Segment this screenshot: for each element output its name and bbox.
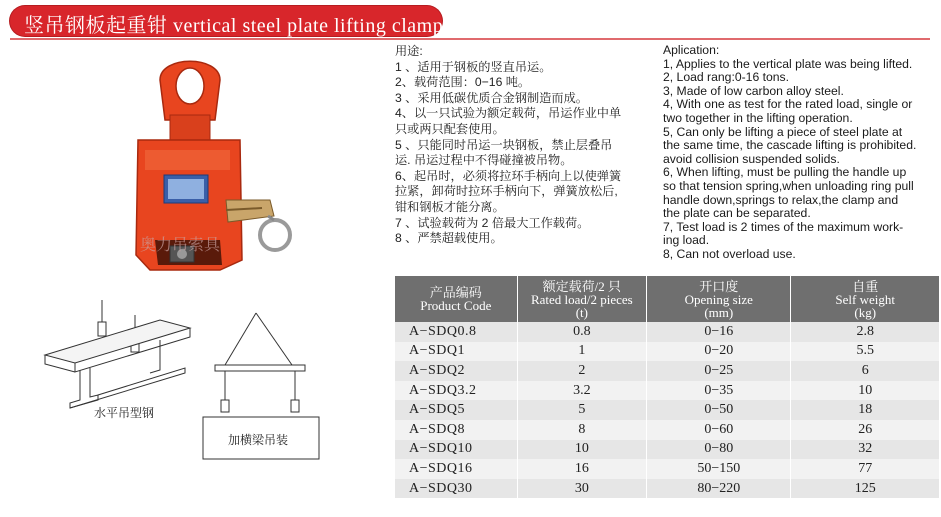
header-en: Self weight [835,291,895,307]
usage-en-item: avoid collision suspended solids. [663,151,840,166]
usage-en-list [663,44,935,262]
header-unit: (kg) [854,304,877,320]
usage-en-item: 6, When lifting, must be pulling the handle up [663,165,907,180]
col-rated-load [517,276,647,322]
usage-en-item: 2, Load rang:0-16 tons. [663,70,790,85]
table-header-row [395,276,940,322]
clamp-product-image [30,50,370,290]
table-row [395,459,940,479]
table-row [395,440,940,460]
diagram-beam-lift [200,305,350,465]
header-cn: 产品编码 [429,285,482,300]
cell-weight: 6 [791,361,940,381]
usage-en-item: the plate can be separated. [663,206,811,221]
cell-load: 2 [517,361,647,381]
cell-opening: 0−16 [647,322,791,342]
usage-en-item: 8, Can not overload use. [663,246,796,261]
usage-en-item: ing load. [663,233,710,248]
table-row [395,342,940,362]
usage-cn-item: 只或两只配套使用。 [395,121,505,136]
cell-load: 10 [517,440,647,460]
watermark-text: 奥力吊索具 [140,237,221,254]
cell-code: A−SDQ0.8 [395,322,517,342]
usage-en-item: 1, Applies to the vertical plate was being lifted. [663,56,913,71]
cell-weight: 2.8 [791,322,940,342]
cell-code: A−SDQ10 [395,440,517,460]
header-cn: 自重 [852,278,879,294]
cell-opening: 0−20 [647,342,791,362]
cell-opening: 0−25 [647,361,791,381]
cell-load: 0.8 [517,322,647,342]
table-row [395,381,940,401]
col-self-weight [791,276,940,322]
table-row [395,361,940,381]
cell-load: 16 [517,459,647,479]
cell-code: A−SDQ2 [395,361,517,381]
usage-cn-item: 6、起吊时，必须将拉环手柄向上以使弹簧 [395,168,622,183]
cell-load: 3.2 [517,381,647,401]
diagram-horizontal-lift [40,300,200,430]
header-unit: (mm) [704,304,734,320]
usage-cn-item: 1 、适用于钢板的竖直吊运。 [395,59,552,74]
usage-en-item: two together in the lifting operation. [663,110,853,125]
cell-weight: 32 [791,440,940,460]
cell-load: 8 [517,420,647,440]
cell-load: 30 [517,479,647,499]
cell-weight: 125 [791,479,940,499]
table-row [395,420,940,440]
header-en: Rated load/2 pieces [530,291,633,307]
diagram-right-label: 加横梁吊装 [228,433,289,447]
header-en: Opening size [684,291,753,307]
cell-opening: 0−35 [647,381,791,401]
header-en: Product Code [420,298,492,313]
usage-en-item: handle down,springs to relax,the clamp and [663,192,899,207]
usage-en-item: 4, With one as test for the rated load, single or [663,97,913,112]
cell-opening: 0−60 [647,420,791,440]
usage-cn-list [395,44,660,247]
cell-code: A−SDQ3.2 [395,381,517,401]
usage-cn-item: 7 、试验载荷为 2 倍最大工作载荷。 [395,215,590,230]
usage-en-item: 7, Test load is 2 times of the maximum work- [663,219,904,234]
cell-weight: 5.5 [791,342,940,362]
header-unit: (t) [575,304,588,320]
cell-code: A−SDQ8 [395,420,517,440]
table-row [395,400,940,420]
usage-en-item: the same time, the cascade lifting is prohibited. [663,138,917,153]
cell-opening: 0−50 [647,400,791,420]
col-opening-size [647,276,791,322]
diagram-left-label: 水平吊型钢 [94,406,155,420]
usage-en-item: 5, Can only be lifting a piece of steel plate at [663,124,903,139]
usage-en-item: 3, Made of low carbon alloy steel. [663,83,844,98]
cell-code: A−SDQ5 [395,400,517,420]
cell-opening: 0−80 [647,440,791,460]
cell-weight: 18 [791,400,940,420]
cell-load: 5 [517,400,647,420]
usage-cn-item: 2、载荷范围：0−16 吨。 [395,75,531,90]
spec-table [395,276,940,498]
usage-cn-item: 运. 吊运过程中不得碰撞被吊物。 [395,153,573,168]
usage-cn-item: 3 、采用低碳优质合金钢制造而成。 [395,90,588,105]
cell-opening: 80−220 [647,479,791,499]
header-cn: 额定载荷/2 只 [542,278,622,294]
cell-weight: 26 [791,420,940,440]
table-row [395,479,940,499]
usage-cn-item: 4、以一只试验为额定载荷，吊运作业中单 [395,106,622,121]
usage-en-heading: Aplication: [663,43,720,57]
page-title: 竖吊钢板起重钳 vertical steel plate lifting clamp [24,15,444,37]
usage-cn-heading: 用途: [395,44,423,58]
cell-code: A−SDQ30 [395,479,517,499]
header-cn: 开口度 [699,278,739,294]
cell-load: 1 [517,342,647,362]
title-underline [10,38,930,40]
cell-weight: 77 [791,459,940,479]
table-row [395,322,940,342]
col-product-code [395,276,517,322]
usage-cn-item: 8 、严禁超载使用。 [395,231,503,246]
cell-opening: 50−150 [647,459,791,479]
usage-cn-item: 钳和钢板才能分离。 [395,199,505,214]
cell-code: A−SDQ16 [395,459,517,479]
usage-en-item: so that tension spring,when unloading ring pull [663,178,914,193]
title-bar [0,0,941,40]
cell-weight: 10 [791,381,940,401]
usage-cn-item: 5 、只能同时吊运一块钢板，禁止层叠吊 [395,137,613,152]
cell-code: A−SDQ1 [395,342,517,362]
usage-cn-item: 拉紧，卸荷时拉环手柄向下，弹簧放松后, [395,184,618,199]
